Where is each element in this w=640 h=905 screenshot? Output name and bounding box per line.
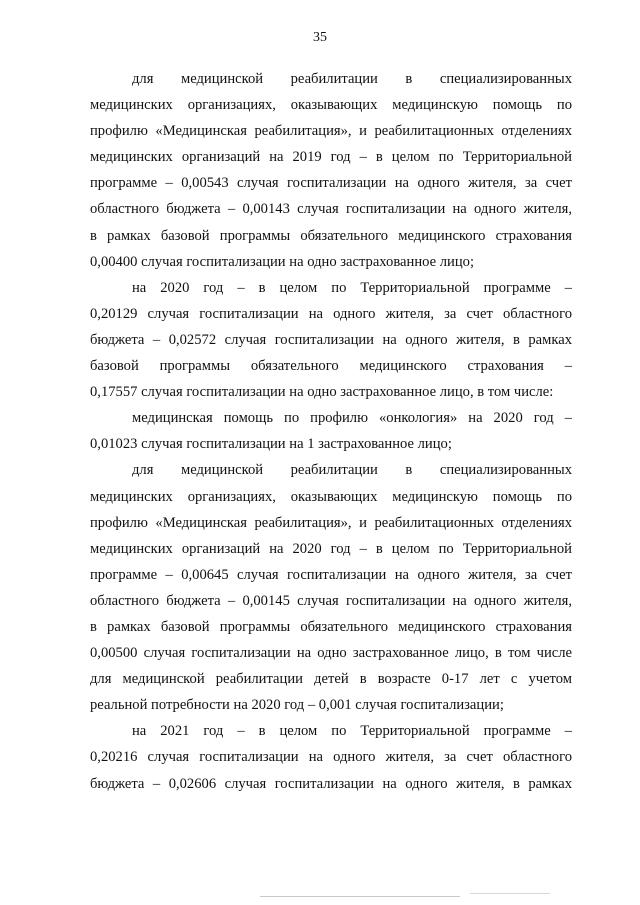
text-line: медицинская помощь по профилю «онкология» на 2020 год – [132, 410, 572, 427]
text-line: в рамках базовой программы обязательного медицинского страхования [90, 618, 572, 635]
text-line: 0,00500 случая госпитализации на одно застрахованное лицо, в том числе [90, 645, 572, 662]
paragraph [90, 275, 572, 405]
text-line: 0,20129 случая госпитализации на одного жителя, за счет областного [90, 305, 572, 322]
text-line: на 2021 год – в целом по Территориальной программе – [132, 723, 572, 740]
text-line: бюджета – 0,02606 случая госпитализации на одного жителя, в рамках [90, 775, 572, 792]
paragraph [90, 457, 572, 718]
text-line: для медицинской реабилитации в специализированных [132, 71, 572, 87]
text-line: для медицинской реабилитации в специализированных [132, 462, 572, 479]
text-line: профилю «Медицинская реабилитация», и реабилитационных отделениях [90, 514, 572, 531]
text-line: на 2020 год – в целом по Территориальной программе – [132, 279, 572, 296]
text-line: 0,17557 случая госпитализации на одно застрахованное лицо, в том числе: [90, 384, 554, 401]
text-line: медицинских организаций на 2020 год – в целом по Территориальной [90, 540, 572, 557]
body-text [90, 66, 572, 797]
text-line: областного бюджета – 0,00143 случая госпитализации на одного жителя, [90, 201, 572, 218]
paragraph [90, 66, 572, 275]
text-line: профилю «Медицинская реабилитация», и реабилитационных отделениях [90, 123, 572, 140]
text-line: программе – 0,00645 случая госпитализации на одного жителя, за счет [90, 566, 572, 583]
text-line: базовой программы обязательного медицинского страхования – [90, 358, 572, 375]
text-line: 0,01023 случая госпитализации на 1 застрахованное лицо; [90, 436, 452, 453]
text-line: программе – 0,00543 случая госпитализации на одного жителя, за счет [90, 175, 572, 192]
paragraph [90, 718, 572, 796]
scan-artifact-line [470, 893, 550, 894]
text-line: 0,00400 случая госпитализации на одно застрахованное лицо; [90, 253, 474, 270]
page-number: 35 [313, 30, 327, 45]
text-line: медицинских организациях, оказывающих медицинскую помощь по [90, 97, 572, 114]
text-line: областного бюджета – 0,00145 случая госпитализации на одного жителя, [90, 592, 572, 609]
text-line: 0,20216 случая госпитализации на одного жителя, за счет областного [90, 749, 572, 766]
text-line: медицинских организаций на 2019 год – в целом по Территориальной [90, 149, 572, 166]
text-line: медицинских организациях, оказывающих медицинскую помощь по [90, 488, 572, 505]
text-line: реальной потребности на 2020 год – 0,001 случая госпитализации; [90, 697, 504, 714]
text-line: в рамках базовой программы обязательного медицинского страхования [90, 227, 572, 244]
text-line: бюджета – 0,02572 случая госпитализации на одного жителя, в рамках [90, 331, 572, 348]
text-line: для медицинской реабилитации детей в возрасте 0-17 лет с учетом [90, 671, 572, 688]
scan-artifact-line [260, 896, 460, 897]
paragraph [90, 405, 572, 457]
